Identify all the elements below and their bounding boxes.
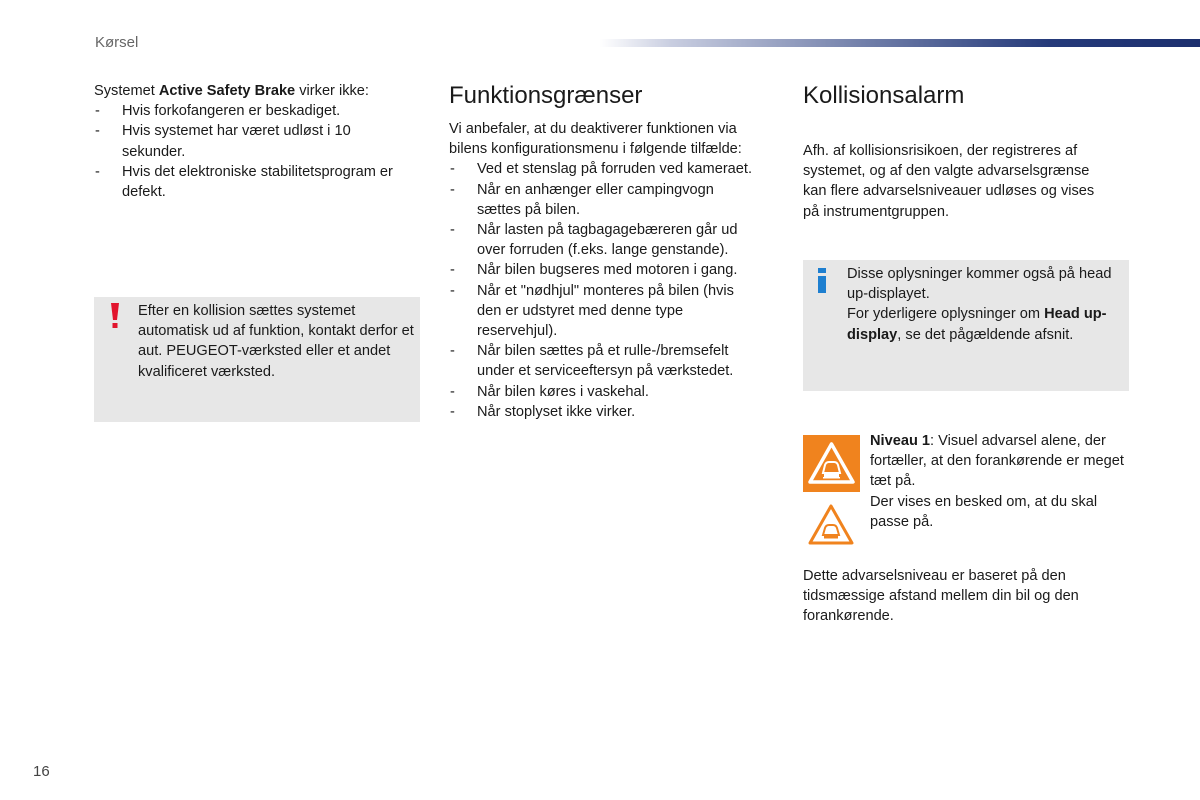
list-item: - Ved et stenslag på forruden ved kameraet. <box>449 159 779 179</box>
exclamation-icon <box>107 303 123 329</box>
column-1 <box>94 81 424 202</box>
header-gradient-bar <box>600 39 1200 47</box>
limitations-list <box>449 159 779 422</box>
list-item: - Hvis det elektroniske stabilitetsprogram er defekt. <box>94 162 424 202</box>
list-item: - Hvis systemet har været udløst i 10 sekunder. <box>94 121 356 161</box>
collision-alert-triangle-icon <box>803 435 860 492</box>
intro-paragraph: Afh. af kollisionsrisikoen, der registreres af systemet, og af den valgte advarselsgrænse kan flere advarselsniveauer udløses og vises på instrumentgruppen. <box>803 143 1095 220</box>
list-item: - Hvis forkofangeren er beskadiget. <box>94 101 424 121</box>
section-heading-kollisionsalarm: Kollisionsalarm <box>803 82 965 109</box>
list-item: - Når en anhænger eller campingvogn sættes på bilen. <box>449 180 749 220</box>
list-item: - Når bilen bugseres med motoren i gang. <box>449 260 779 280</box>
list-item: - Når bilen sættes på et rulle-/bremsefelt under et serviceeftersyn på værkstedet. <box>449 341 759 381</box>
page-number: 16 <box>33 763 50 780</box>
list-item: - Når et "nødhjul" monteres på bilen (hvis den er udstyret med denne type reservehjul). <box>449 281 749 342</box>
info-box <box>803 260 1129 391</box>
list-item: - Når bilen køres i vaskehal. <box>449 382 779 402</box>
level-1-description: Niveau 1: Visuel advarsel alene, der fortæller, at den forankørende er meget tæt på. Der vises en besked om, at du skal passe på. <box>870 433 1124 530</box>
conditions-list <box>94 101 424 202</box>
list-item: - Når lasten på tagbagagebæreren går ud over forruden (f.eks. lange genstande). <box>449 220 769 260</box>
level-label: Niveau 1 <box>870 433 931 449</box>
section-title: Kørsel <box>95 34 139 51</box>
collision-alert-outline-icon <box>807 503 855 547</box>
section-heading-funktionsgraenser: Funktionsgrænser <box>449 82 643 109</box>
intro-paragraph: Vi anbefaler, at du deaktiverer funktionen via bilens konfigurationsmenu i følgende tilfælde: <box>449 121 742 158</box>
warning-text: Efter en kollision sættes systemet automatisk ud af funktion, kontakt derfor et aut. PEUGEOT-værksted eller et andet kvalificeret værksted. <box>138 303 414 380</box>
column-2 <box>449 119 779 422</box>
info-text: Disse oplysninger kommer også på head up-displayet. For yderligere oplysninger om Head up-display, se det pågældende afsnit. <box>847 266 1112 343</box>
column-3 <box>803 141 1128 222</box>
head-up-display-ref: Head up-display <box>847 306 1107 343</box>
level-basis-paragraph: Dette advarselsniveau er baseret på den tidsmæssige afstand mellem din bil og den forankørende. <box>803 568 1079 625</box>
feature-name: Active Safety Brake <box>158 83 296 99</box>
intro-paragraph: Systemet Active Safety Brake virker ikke: <box>94 83 369 99</box>
list-item: - Når stoplyset ikke virker. <box>449 402 779 422</box>
info-icon <box>816 268 828 294</box>
warning-box <box>94 297 420 422</box>
